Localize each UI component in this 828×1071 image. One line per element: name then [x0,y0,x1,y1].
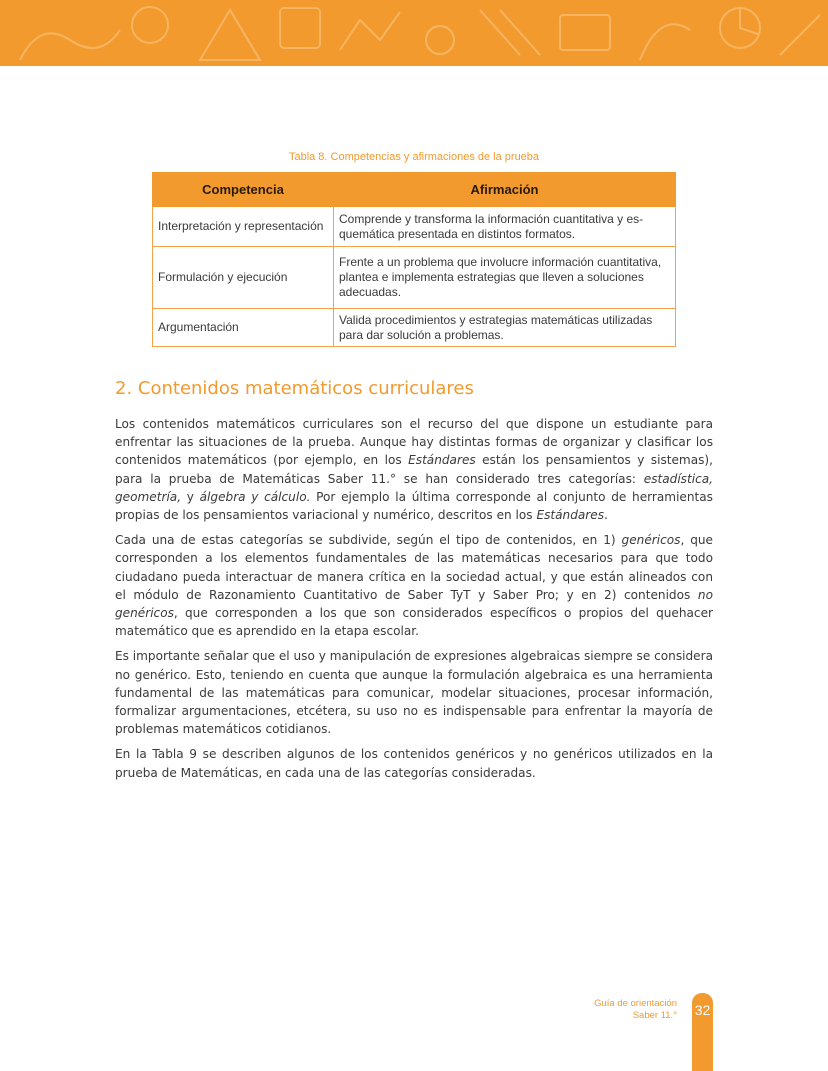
cell-line: plantea e implementa estrategias que lleven a soluciones [339,270,644,284]
text-run: . [604,508,608,523]
text-run-italic: genéricos [621,533,681,548]
text-run: Los contenidos matemáticos curriculares son el recurso del que dispone un estudiante para enfrentar las situaciones de la prueba. Aunque hay distintas formas de organizar y clasificar los contenidos matemáticos (por ejemplo, en los [115,417,713,468]
paragraph: En la Tabla 9 se describen algunos de los contenidos genéricos y no genéricos utilizados en la prueba de Matemáticas, en cada una de las categorías consideradas. [115,747,713,780]
decorative-doodles-icon [0,0,828,66]
table-caption: Tabla 8. Competencias y afirmaciones de la prueba [288,151,540,163]
text-run-italic: Estándares [408,453,476,468]
table-row [153,207,676,247]
text-run-italic: Estándares [536,508,604,523]
text-run: Cada una de estas categorías se subdivide, según el tipo de contenidos, en 1) [115,533,622,548]
footer-line: Guía de orientación [594,998,677,1009]
table-cell-competencia: Formulación y ejecución [153,247,334,309]
text-run: están los pensamientos y sistemas), para la prueba de Matemáticas Saber 11.° se han considerado tres categorías: [115,453,713,486]
text-run-italic: no genéricos [115,587,713,621]
paragraph [115,415,713,524]
table-cell-afirmacion [334,247,676,309]
table-row [153,247,676,309]
table-header-row [153,173,676,207]
cell-line: Comprende y transforma la información cuantitativa y es- [339,211,644,226]
column-header-competencia: Competencia [153,173,334,207]
text-run: , que corresponden a los elementos fundamentales de las matemáticas necesarios para que todo ciudadano pueda interactuar de manera crítica en la sociedad actual, y que están alineados con el módulo de Razonamiento Cuantitativo de Saber TyT y Saber Pro; y en 2) contenidos [115,533,713,602]
footer-line: Saber 11.° [632,1010,677,1021]
cell-line: Frente a un problema que involucre información cuantitativa, [339,255,662,269]
header-banner [0,0,828,66]
table-row [153,309,676,347]
text-run: y [181,489,200,504]
column-header-afirmacion: Afirmación [334,173,676,207]
table-cell-competencia: Argumentación [153,309,334,347]
table-cell-afirmacion [334,309,676,347]
paragraph [115,531,713,640]
table-cell-afirmacion [334,207,676,247]
section-title: 2. Contenidos matemáticos curriculares [115,378,474,399]
text-run: Por ejemplo la última corresponde al conjunto de herramientas propias de los pensamientos variacional y numérico, descritos en los [115,489,713,523]
text-run: , que corresponden a los que son considerados específicos o propios del quehacer matemático que es aprendido en la etapa escolar. [115,606,713,639]
footer-guide-label [520,998,677,1022]
page-number: 32 [694,1002,711,1018]
section-body [115,415,713,789]
text-run-italic: álgebra y cálculo. [199,489,311,504]
cell-line: Valida procedimientos y estrategias matemáticas utilizadas [339,312,653,327]
competencies-table [152,172,676,347]
cell-line: para dar solución a problemas. [339,327,504,342]
cell-line: adecuadas. [339,285,402,299]
table-cell-competencia: Interpretación y representación [153,207,334,247]
text-run-italic: estadística, geometría, [115,471,713,504]
paragraph: Es importante señalar que el uso y manipulación de expresiones algebraicas siempre se considera no genérico. Esto, teniendo en cuenta que aunque la formulación algebraica es una herramienta fundamental de las matemáticas para comunicar, modelar situaciones, procesar información, formalizar argumentaciones, etcétera, su uso no es indispensable para enfrentar la mayoría de problemas matemáticos cotidianos. [115,649,713,737]
cell-line: quemática presentada en distintos formatos. [339,226,576,241]
